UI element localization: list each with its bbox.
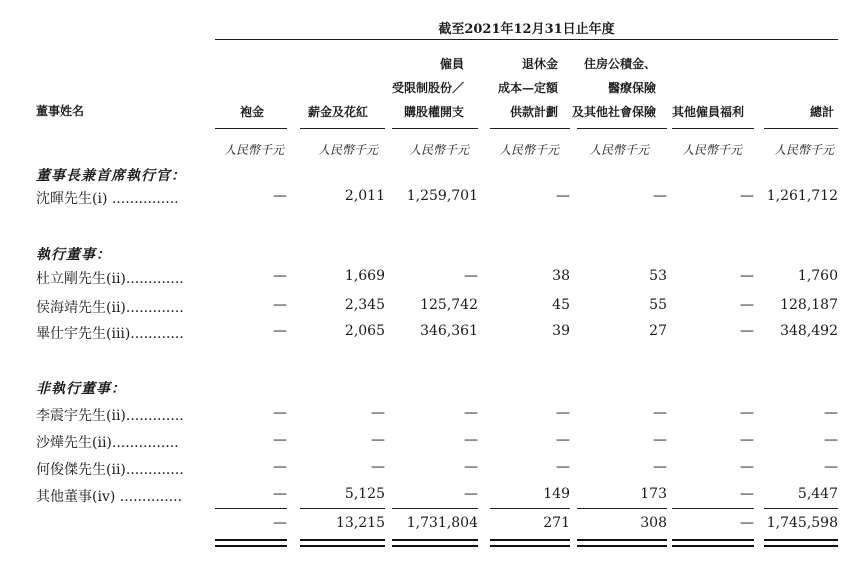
unit-salary-bonus: 人民幣千元 <box>317 143 378 157</box>
double-rule-total <box>764 539 838 547</box>
cell-fees: — <box>273 459 287 475</box>
cell-other-benefits: — <box>740 459 754 475</box>
director-name: 杜立剛先生(ii)............. <box>36 271 184 287</box>
cell-pension: 39 <box>552 323 570 339</box>
cell-fees: — <box>273 432 287 448</box>
cell-total: 1,261,712 <box>766 188 838 204</box>
col-rule-fees <box>215 128 287 129</box>
cell-pension: — <box>556 432 570 448</box>
cell-share-expense: 1,259,701 <box>406 188 478 204</box>
col-header-fees <box>240 100 264 124</box>
director-name: 沈暉先生(i) ............... <box>36 191 179 207</box>
col-header-pension-line-1: 退休金 <box>521 57 558 71</box>
cell-salary-bonus: 5,125 <box>344 486 385 502</box>
unit-other-benefits: 人民幣千元 <box>681 143 742 157</box>
double-rule-social-insurance <box>577 539 667 547</box>
section-title-chairman: 董事長兼首席執行官： <box>36 168 186 184</box>
col-rule-pension <box>490 128 570 129</box>
director-name: 其他董事(iv) .............. <box>36 489 183 505</box>
sum-rule-fees <box>215 508 287 509</box>
cell-other-benefits: — <box>740 432 754 448</box>
col-header-salary-bonus <box>308 100 368 124</box>
unit-social-insurance: 人民幣千元 <box>588 143 649 157</box>
total-cell-salary-bonus: 13,215 <box>336 515 385 531</box>
col-header-share-expense-line-1: 僱員 <box>439 57 464 71</box>
cell-total: — <box>824 432 838 448</box>
cell-salary-bonus: 1,669 <box>344 268 385 284</box>
director-name: 畢仕宇先生(iii)............ <box>36 326 184 342</box>
col-rule-total <box>764 128 838 129</box>
director-name: 侯海靖先生(ii)............. <box>36 300 184 316</box>
director-name-header: 董事姓名 <box>36 104 85 118</box>
cell-total: 348,492 <box>780 323 838 339</box>
cell-total: 1,760 <box>797 268 838 284</box>
cell-social-insurance: 55 <box>649 297 667 313</box>
sum-rule-social-insurance <box>577 508 667 509</box>
cell-social-insurance: — <box>653 459 667 475</box>
double-rule-pension <box>490 539 570 547</box>
cell-pension: — <box>556 405 570 421</box>
col-header-pension <box>498 52 558 124</box>
cell-social-insurance: 53 <box>649 268 667 284</box>
period-rule <box>215 39 838 40</box>
cell-pension: — <box>556 459 570 475</box>
col-header-fees-line: 袍金 <box>239 105 264 119</box>
section-title-executive: 執行董事： <box>36 247 111 263</box>
cell-other-benefits: — <box>740 486 754 502</box>
director-name: 李震宇先生(ii)............. <box>36 408 184 424</box>
unit-pension: 人民幣千元 <box>498 143 559 157</box>
cell-share-expense: — <box>464 432 478 448</box>
cell-total: 128,187 <box>780 297 838 313</box>
cell-share-expense: — <box>464 405 478 421</box>
col-header-social-insurance <box>572 52 656 124</box>
cell-fees: — <box>273 188 287 204</box>
col-rule-other-benefits <box>672 128 754 129</box>
total-cell-share-expense: 1,731,804 <box>406 515 478 531</box>
cell-fees: — <box>273 268 287 284</box>
double-rule-fees <box>215 539 287 547</box>
unit-total: 人民幣千元 <box>773 143 834 157</box>
double-rule-share-expense <box>392 539 478 547</box>
cell-salary-bonus: 2,011 <box>344 188 385 204</box>
col-header-social-insurance-line-2: 醫療保險 <box>607 81 656 95</box>
cell-salary-bonus: — <box>371 459 385 475</box>
sum-rule-other-benefits <box>672 508 754 509</box>
col-rule-share-expense <box>392 128 478 129</box>
cell-total: 5,447 <box>797 486 838 502</box>
cell-share-expense: — <box>464 486 478 502</box>
cell-pension: 45 <box>552 297 570 313</box>
cell-pension: — <box>556 188 570 204</box>
unit-fees: 人民幣千元 <box>223 143 284 157</box>
col-header-social-insurance-line-3: 及其他社會保險 <box>571 105 656 119</box>
cell-total: — <box>824 405 838 421</box>
cell-social-insurance: — <box>653 432 667 448</box>
cell-other-benefits: — <box>740 297 754 313</box>
total-cell-total: 1,745,598 <box>766 515 838 531</box>
cell-social-insurance: 173 <box>640 486 667 502</box>
cell-other-benefits: — <box>740 405 754 421</box>
period-heading: 截至2021年12月31日止年度 <box>438 22 615 37</box>
total-cell-other-benefits: — <box>740 515 754 531</box>
sum-rule-share-expense <box>392 508 478 509</box>
col-header-pension-line-3: 供款計劃 <box>509 105 558 119</box>
director-name: 沙燁先生(ii)............... <box>36 435 179 451</box>
col-header-other-benefits <box>672 100 744 124</box>
col-rule-salary-bonus <box>300 128 385 129</box>
col-header-share-expense-line-3: 購股權開支 <box>403 105 464 119</box>
director-name: 何俊傑先生(ii)............. <box>36 462 184 478</box>
col-header-social-insurance-line-1: 住房公積金、 <box>583 57 656 71</box>
cell-fees: — <box>273 486 287 502</box>
cell-share-expense: — <box>464 459 478 475</box>
double-rule-other-benefits <box>672 539 754 547</box>
cell-pension: 149 <box>543 486 570 502</box>
cell-other-benefits: — <box>740 188 754 204</box>
col-header-other-benefits-line: 其他僱員福利 <box>671 105 744 119</box>
col-header-share-expense-line-2: 受限制股份／ <box>391 81 464 95</box>
cell-social-insurance: — <box>653 188 667 204</box>
cell-social-insurance: — <box>653 405 667 421</box>
total-cell-fees: — <box>273 515 287 531</box>
unit-share-expense: 人民幣千元 <box>408 143 469 157</box>
col-header-pension-line-2: 成本—定額 <box>497 81 558 95</box>
col-header-total <box>810 100 834 124</box>
double-rule-salary-bonus <box>300 539 385 547</box>
col-header-total-line: 總計 <box>809 105 834 119</box>
cell-salary-bonus: — <box>371 432 385 448</box>
sum-rule-salary-bonus <box>300 508 385 509</box>
col-header-salary-bonus-line: 薪金及花紅 <box>307 105 368 119</box>
cell-fees: — <box>273 323 287 339</box>
sum-rule-total <box>764 508 838 509</box>
cell-salary-bonus: 2,065 <box>344 323 385 339</box>
total-cell-social-insurance: 308 <box>640 515 667 531</box>
cell-share-expense: 346,361 <box>420 323 478 339</box>
section-title-non-executive: 非執行董事： <box>36 381 126 397</box>
cell-other-benefits: — <box>740 323 754 339</box>
cell-pension: 38 <box>552 268 570 284</box>
cell-fees: — <box>273 297 287 313</box>
col-header-share-expense <box>392 52 464 124</box>
cell-salary-bonus: 2,345 <box>344 297 385 313</box>
cell-other-benefits: — <box>740 268 754 284</box>
sum-rule-pension <box>490 508 570 509</box>
cell-fees: — <box>273 405 287 421</box>
cell-share-expense: — <box>464 268 478 284</box>
cell-salary-bonus: — <box>371 405 385 421</box>
total-cell-pension: 271 <box>543 515 570 531</box>
cell-social-insurance: 27 <box>649 323 667 339</box>
cell-share-expense: 125,742 <box>420 297 478 313</box>
cell-total: — <box>824 459 838 475</box>
col-rule-social-insurance <box>577 128 667 129</box>
